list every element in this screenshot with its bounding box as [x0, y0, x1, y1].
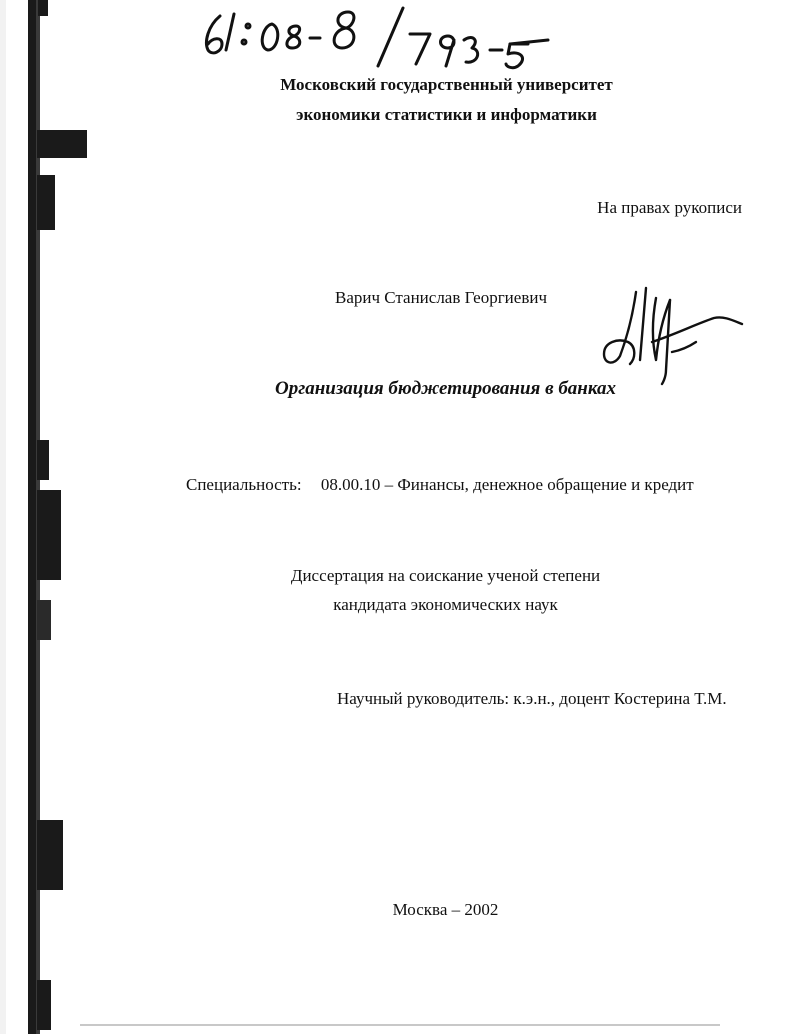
archive-code-handwritten	[198, 4, 558, 84]
degree-line2: кандидата экономических наук	[333, 595, 558, 614]
scan-bottom-edge	[80, 1024, 720, 1026]
degree-line1: Диссертация на соискание ученой степени	[290, 566, 601, 585]
university-name-line1: Московский государственный университет	[280, 75, 613, 94]
rights-note: На правах рукописи	[597, 198, 742, 217]
scientific-supervisor: Научный руководитель: к.э.н., доцент Костерина Т.М.	[337, 689, 727, 708]
university-name-line2: экономики статистики и информатики	[296, 105, 597, 124]
city-and-year: Москва – 2002	[392, 900, 499, 919]
archive-code-text	[198, 4, 558, 84]
author-name: Варич Станислав Георгиевич	[335, 288, 547, 307]
specialty-value: 08.00.10 – Финансы, денежное обращение и кредит	[320, 475, 694, 494]
specialty-label: Специальность:	[186, 475, 302, 494]
dissertation-title: Организация бюджетирования в банках	[274, 378, 617, 399]
author-signature	[596, 280, 746, 388]
specialty-line	[186, 475, 694, 495]
